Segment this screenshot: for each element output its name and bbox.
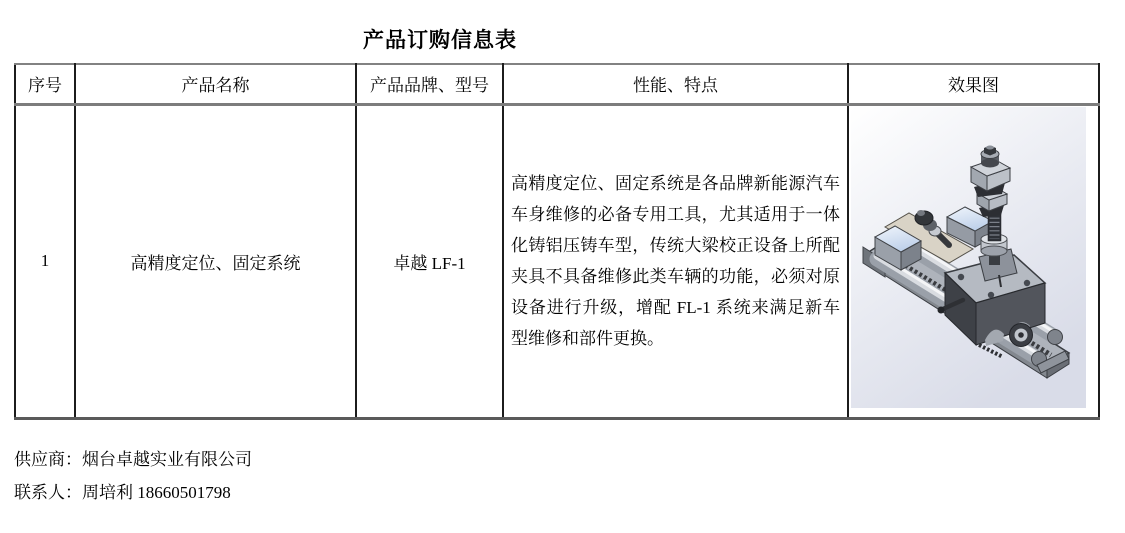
col-header-brand-model: 产品品牌、型号 bbox=[356, 64, 503, 104]
machine-3d-render bbox=[851, 107, 1086, 408]
order-info-table bbox=[14, 63, 1100, 420]
supplier-line: 供应商：烟台卓越实业有限公司 bbox=[14, 450, 252, 469]
table-row bbox=[15, 104, 1099, 418]
header-row bbox=[15, 64, 1099, 104]
cell-features: 高精度定位、固定系统是各品牌新能源汽车车身维修的必备专用工具，尤其适用于一体化铸铝压铸车型，传统大梁校正设备上所配夹具不具备维修此类车辆的功能，必须对原设备进行升级，增配 FL-1 系统来满足新车型维修和部件更换。 bbox=[503, 104, 848, 418]
col-header-features: 性能、特点 bbox=[503, 64, 848, 104]
document-footer bbox=[14, 443, 252, 509]
cell-brand-model: 卓越 LF-1 bbox=[356, 104, 503, 418]
col-header-product-name: 产品名称 bbox=[75, 64, 356, 104]
page-title: 产品订购信息表 bbox=[363, 28, 517, 52]
col-header-index: 序号 bbox=[15, 64, 75, 104]
cell-index: 1 bbox=[15, 104, 75, 418]
cell-effect-image bbox=[848, 104, 1099, 418]
col-header-effect-image: 效果图 bbox=[848, 64, 1099, 104]
cell-product-name: 高精度定位、固定系统 bbox=[75, 104, 356, 418]
contact-line: 联系人：周培利 18660501798 bbox=[14, 483, 231, 502]
